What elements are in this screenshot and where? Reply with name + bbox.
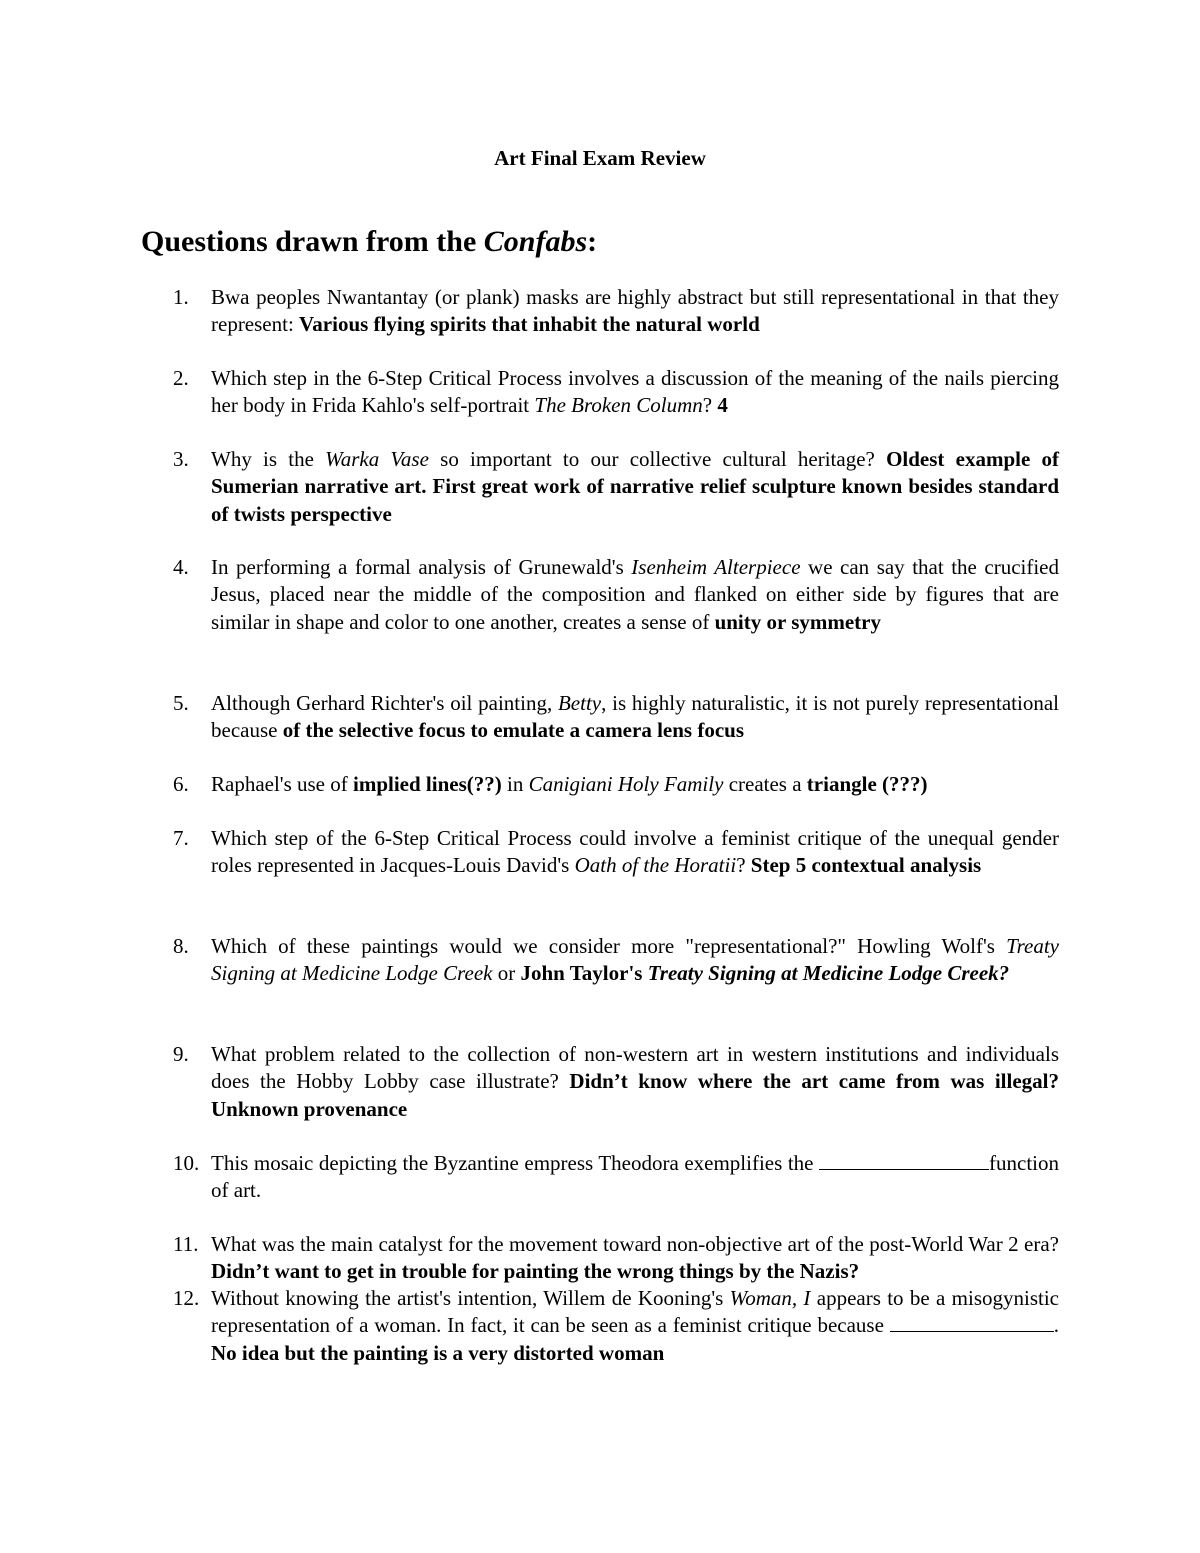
- artwork-title: Warka Vase: [325, 447, 429, 471]
- question-6: [173, 771, 1059, 798]
- question-text: [211, 446, 1059, 528]
- artwork-title: Canigiani Holy Family: [528, 772, 724, 796]
- question-fragment: , is highly naturalistic, it is not purely representational because: [211, 691, 1059, 743]
- question-number: 3.: [173, 447, 189, 471]
- answer-text: Oldest example of Sumerian narrative art. First great work of narrative relief sculpture known besides standard of twists perspective: [211, 447, 1059, 526]
- question-1: [173, 284, 1059, 339]
- question-5: [173, 690, 1059, 745]
- question-fragment: in: [501, 772, 529, 796]
- artwork-title: Oath of the Horatii: [574, 853, 737, 878]
- question-fragment: Why is the: [211, 447, 326, 471]
- question-fragment: Bwa peoples Nwantantay (or plank) masks are highly abstract but still representational in that they represent:: [211, 285, 1059, 337]
- question-text: [211, 365, 1059, 420]
- question-fragment: Raphael's use of: [211, 772, 353, 796]
- question-text: [211, 825, 1059, 880]
- question-7: [173, 825, 1059, 880]
- question-10: [173, 1150, 1059, 1205]
- question-fragment: This mosaic depicting the Byzantine empress Theodora exemplifies the: [211, 1151, 820, 1175]
- question-number: 5.: [173, 691, 189, 715]
- question-number: 2.: [173, 366, 189, 390]
- answer-text: 4: [717, 393, 728, 418]
- artwork-title: Betty: [557, 691, 602, 715]
- question-12: [173, 1285, 1059, 1367]
- question-2: [173, 365, 1059, 420]
- question-number: 1.: [173, 285, 189, 309]
- answer-text: of the selective focus to emulate a camera lens focus: [282, 718, 745, 743]
- question-text: [211, 1041, 1059, 1123]
- answer-text: John Taylor's: [520, 961, 648, 986]
- section-heading: [141, 222, 597, 262]
- section-heading-suffix: :: [587, 225, 598, 258]
- question-9: [173, 1041, 1059, 1123]
- artwork-title: The Broken Column: [534, 393, 703, 418]
- answer-text: Step 5 contextual analysis: [750, 853, 982, 878]
- question-text: [211, 1150, 1059, 1205]
- question-fragment: ?: [736, 853, 751, 878]
- artwork-title: Treaty Signing at Medicine Lodge Creek: [211, 934, 1059, 986]
- question-number: 12.: [173, 1286, 200, 1310]
- answer-text: Treaty Signing at Medicine Lodge Creek?: [647, 961, 1010, 986]
- question-fragment: What was the main catalyst for the movement toward non-objective art of the post-World War 2 era?: [211, 1232, 1059, 1256]
- question-number: 4.: [173, 555, 189, 579]
- question-fragment: ?: [702, 393, 718, 418]
- question-fragment: Which of these paintings would we consider more "representational?" Howling Wolf's: [211, 934, 1007, 958]
- question-number: 10.: [173, 1151, 200, 1175]
- document-title: Art Final Exam Review: [494, 146, 706, 170]
- question-number: 9.: [173, 1042, 189, 1066]
- question-8: [173, 933, 1059, 988]
- question-text: [211, 1231, 1059, 1286]
- answer-blank: [890, 1313, 1054, 1332]
- question-text: [211, 690, 1059, 745]
- question-4: [173, 554, 1059, 636]
- question-fragment: Which step in the 6-Step Critical Process involves a discussion of the meaning of the nails piercing her body in Frida Kahlo's self-portrait: [211, 366, 1059, 418]
- question-fragment: appears to be a misogynistic representation of a woman. In fact, it can be seen as a feminist critique because: [211, 1286, 1059, 1338]
- question-fragment: function of art.: [211, 1151, 1059, 1203]
- question-fragment: Which step of the 6-Step Critical Process could involve a feminist critique of the unequal gender roles represented in Jacques-Louis David's: [211, 826, 1059, 878]
- answer-text: unity or symmetry: [714, 609, 881, 634]
- question-number: 8.: [173, 934, 189, 958]
- question-fragment: or: [492, 961, 521, 986]
- question-fragment: creates a: [723, 772, 807, 796]
- question-number: 7.: [173, 826, 189, 850]
- section-heading-prefix: Questions drawn from the: [141, 225, 484, 258]
- question-text: [211, 933, 1059, 988]
- question-number: 6.: [173, 772, 189, 796]
- question-text: [211, 284, 1059, 339]
- answer-blank: [819, 1151, 989, 1170]
- answer-text: Didn’t want to get in trouble for painting the wrong things by the Nazis?: [211, 1259, 860, 1284]
- question-fragment: .: [1053, 1313, 1059, 1338]
- question-number: 11.: [173, 1232, 199, 1256]
- question-3: [173, 446, 1059, 528]
- artwork-title: Isenheim Alterpiece: [631, 555, 801, 579]
- answer-text: Various flying spirits that inhabit the natural world: [299, 312, 760, 337]
- question-fragment: What problem related to the collection of non-western art in western institutions and individuals does the Hobby Lobby case illustrate?: [211, 1042, 1059, 1094]
- question-11: [173, 1231, 1059, 1286]
- answer-text: implied lines(??): [353, 772, 502, 796]
- artwork-title: Woman, I: [729, 1286, 811, 1310]
- question-text: [211, 554, 1059, 636]
- question-text: [211, 1285, 1059, 1367]
- question-text: [211, 771, 1059, 798]
- question-fragment: so important to our collective cultural heritage?: [428, 447, 887, 471]
- question-fragment: Although Gerhard Richter's oil painting,: [211, 691, 558, 715]
- question-fragment: we can say that the crucified Jesus, placed near the middle of the composition and flanked on either side by figures that are similar in shape and color to one another, creates a sense of: [211, 555, 1059, 634]
- question-fragment: In performing a formal analysis of Grunewald's: [211, 555, 632, 579]
- answer-text: triangle (???): [806, 772, 928, 796]
- section-heading-italic: Confabs: [483, 225, 588, 258]
- answer-text: No idea but the painting is a very distorted woman: [211, 1340, 665, 1365]
- answer-text: Didn’t know where the art came from was illegal? Unknown provenance: [211, 1069, 1059, 1121]
- question-fragment: Without knowing the artist's intention, Willem de Kooning's: [211, 1286, 730, 1310]
